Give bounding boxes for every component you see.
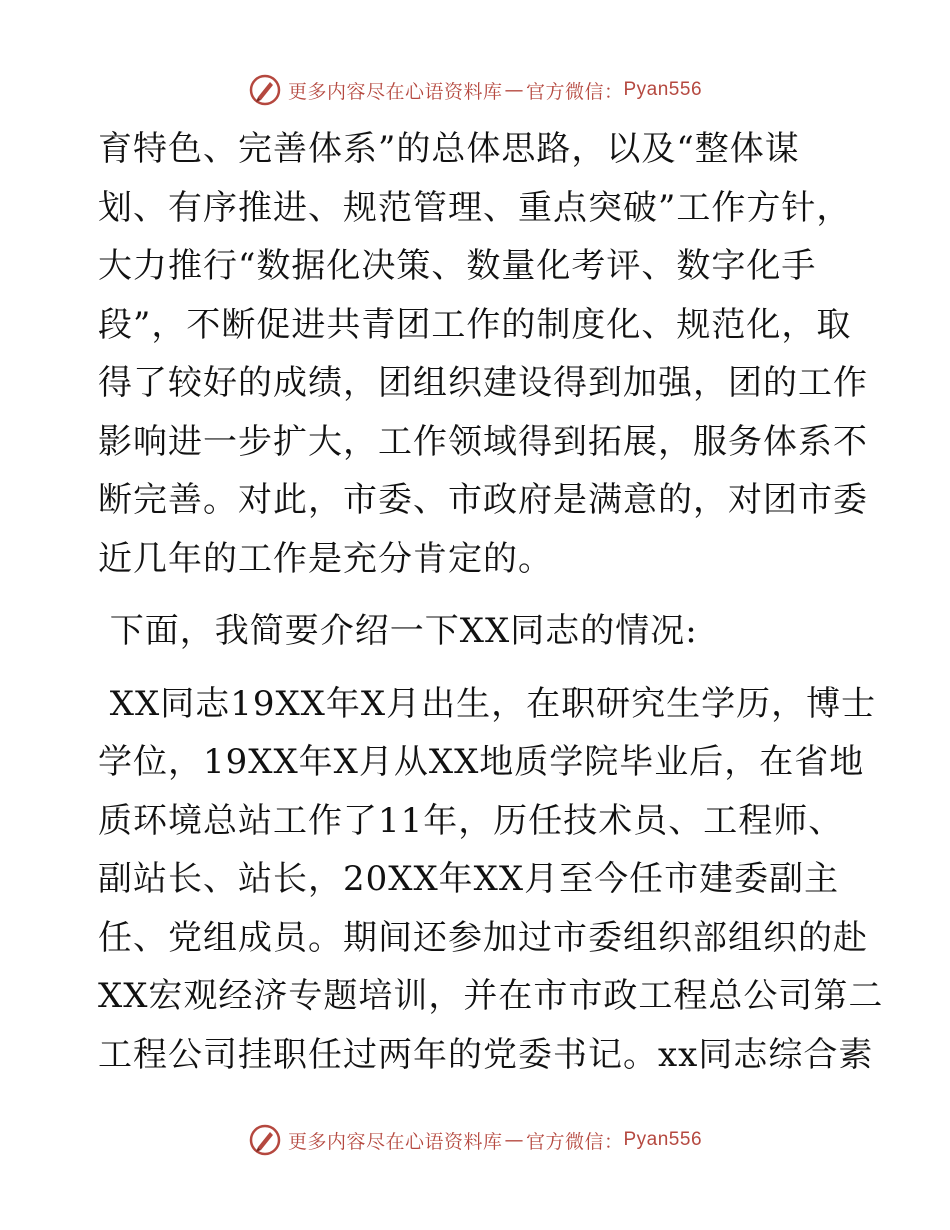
text-line: 下面，我简要介绍一下XX同志的情况: — [98, 611, 698, 651]
paragraph-intro — [98, 120, 868, 588]
text-line: 育特色、完善体系”的总体思路，以及“整体谋 — [98, 129, 800, 169]
text-line: XX宏观经济专题培训，并在市市政工程总公司第二 — [98, 976, 884, 1016]
text-line: XX同志19XX年X月出生，在职研究生学历，博士 — [98, 683, 877, 724]
pen-logo-icon — [248, 73, 282, 107]
text-line: 近几年的工作是充分肯定的。 — [98, 538, 553, 579]
pen-logo-icon — [248, 1123, 282, 1157]
header-watermark — [0, 70, 950, 110]
paragraph-biography — [98, 675, 884, 1085]
watermark-text: 更多内容尽在心语资料库 — [287, 1130, 503, 1153]
text-line: 影响进一步扩大，工作领域得到拓展，服务体系不 — [98, 421, 868, 462]
text-line: 学位，19XX年X月从XX地质学院毕业后，在省地 — [98, 742, 865, 782]
document-body — [98, 120, 884, 1084]
watermark-handle: Pyan556 — [623, 1129, 703, 1150]
text-line: 工程公司挂职任过两年的党委书记。xx同志综合素 — [98, 1034, 874, 1075]
watermark-text: 更多内容尽在心语资料库 — [287, 80, 503, 103]
watermark-dash: — — [504, 79, 524, 101]
text-line: 得了较好的成绩，团组织建设得到加强，团的工作 — [98, 363, 868, 403]
text-line: 段”，不断促进共青团工作的制度化、规范化，取 — [98, 304, 852, 345]
watermark-dash: — — [504, 1129, 524, 1151]
text-line: 大力推行“数据化决策、数量化考评、数字化手 — [98, 246, 817, 286]
text-line: 质环境总站工作了11年，历任技术员、工程师、 — [98, 800, 844, 841]
text-line: 副站长、站长，20XX年XX月至今任市建委副主 — [98, 859, 840, 899]
text-line: 划、有序推进、规范管理、重点突破”工作方针， — [98, 187, 852, 228]
watermark-label: 官方微信： — [525, 1130, 624, 1153]
paragraph-introduction-heading — [98, 602, 858, 661]
watermark-label: 官方微信： — [525, 80, 624, 103]
watermark-handle: Pyan556 — [623, 79, 703, 100]
text-line: 任、党组成员。期间还参加过市委组织部组织的赴 — [98, 917, 868, 958]
text-line: 断完善。对此，市委、市政府是满意的，对团市委 — [98, 480, 868, 520]
footer-watermark — [0, 1120, 950, 1160]
